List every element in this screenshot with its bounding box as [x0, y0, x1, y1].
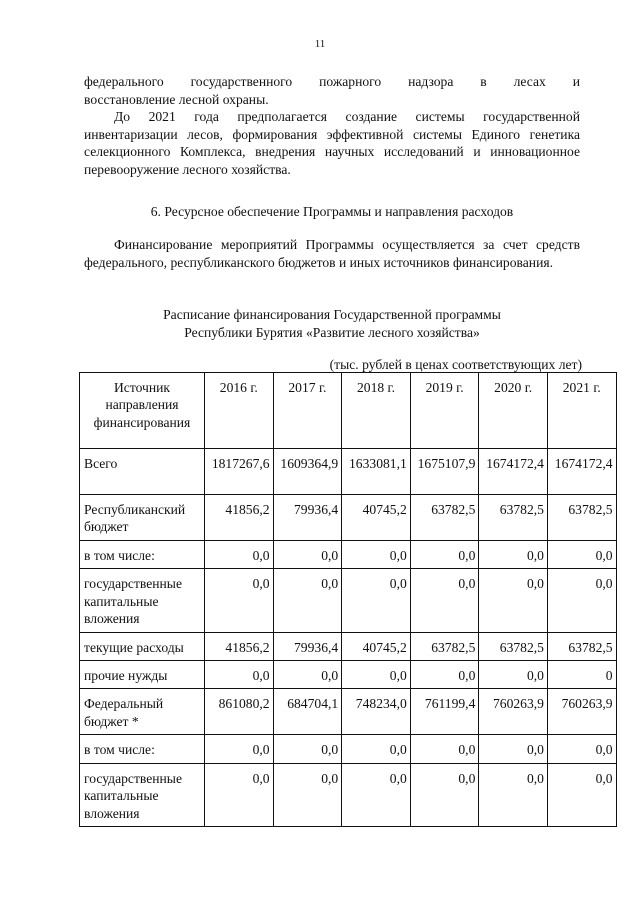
- value-cell: 0,0: [205, 735, 274, 763]
- value-cell: 0,0: [410, 661, 479, 689]
- paragraph-fire-supervision: [84, 73, 580, 108]
- paragraph-line: [84, 73, 580, 91]
- value-cell: 861080,2: [205, 689, 274, 735]
- value-cell: 0,0: [342, 541, 411, 569]
- value-cell: 1609364,9: [273, 449, 342, 495]
- value-cell: 0,0: [273, 569, 342, 632]
- value-cell: 63782,5: [479, 495, 548, 541]
- word: федерального: [84, 74, 164, 89]
- value-cell: 0,0: [410, 763, 479, 826]
- page-number: 11: [314, 38, 326, 50]
- value-cell: 0,0: [273, 661, 342, 689]
- value-cell: 0,0: [479, 661, 548, 689]
- financing-table: [79, 372, 617, 827]
- value-cell: 0,0: [205, 569, 274, 632]
- value-cell: 0,0: [479, 569, 548, 632]
- value-cell: 748234,0: [342, 689, 411, 735]
- table-row: [80, 569, 617, 632]
- table-row: [80, 632, 617, 660]
- value-cell: 0,0: [342, 735, 411, 763]
- row-label: Федеральный бюджет *: [80, 689, 205, 735]
- value-cell: 0,0: [205, 661, 274, 689]
- row-label: государственные капитальные вложения: [80, 763, 205, 826]
- row-label: государственные капитальные вложения: [80, 569, 205, 632]
- value-cell: 63782,5: [479, 632, 548, 660]
- table-row: [80, 689, 617, 735]
- value-cell: 1633081,1: [342, 449, 411, 495]
- column-header-year: 2021 г.: [547, 373, 616, 449]
- value-cell: 0,0: [479, 763, 548, 826]
- word: государственного: [190, 74, 293, 89]
- paragraph-plans-2021: До 2021 года предполагается создание системы государственной инвентаризации лесов, формирования эффективной системы Единого генетика селекционного Комплекса, внедрения научных исследований и инновационное перевооружение лесного хозяйства.: [84, 109, 580, 177]
- table-body: [80, 449, 617, 827]
- units-note: (тыс. рублей в ценах соответствующих лет): [329, 357, 582, 372]
- value-cell: 1675107,9: [410, 449, 479, 495]
- table-row: [80, 661, 617, 689]
- paragraph-line: восстановление лесной охраны.: [84, 91, 269, 107]
- value-cell: 63782,5: [547, 632, 616, 660]
- value-cell: 0,0: [547, 763, 616, 826]
- column-header-year: 2016 г.: [205, 373, 274, 449]
- row-label: в том числе:: [80, 735, 205, 763]
- table-row: [80, 735, 617, 763]
- value-cell: 41856,2: [205, 495, 274, 541]
- value-cell: 0,0: [342, 661, 411, 689]
- value-cell: 0,0: [547, 541, 616, 569]
- value-cell: 41856,2: [205, 632, 274, 660]
- value-cell: 40745,2: [342, 632, 411, 660]
- value-cell: 760263,9: [479, 689, 548, 735]
- row-label: в том числе:: [80, 541, 205, 569]
- column-header-year: 2017 г.: [273, 373, 342, 449]
- table-title: [84, 306, 580, 341]
- table-row: [80, 763, 617, 826]
- section-heading: 6. Ресурсное обеспечение Программы и направления расходов: [150, 204, 514, 219]
- table-row: [80, 449, 617, 495]
- value-cell: 1674172,4: [479, 449, 548, 495]
- value-cell: 0,0: [410, 735, 479, 763]
- value-cell: 0,0: [410, 541, 479, 569]
- word: лесах: [513, 74, 546, 89]
- value-cell: 40745,2: [342, 495, 411, 541]
- value-cell: 63782,5: [410, 495, 479, 541]
- value-cell: 0,0: [547, 569, 616, 632]
- table-title-line: Расписание финансирования Государственной программы: [163, 307, 501, 322]
- column-header-year: 2018 г.: [342, 373, 411, 449]
- value-cell: 0,0: [479, 541, 548, 569]
- value-cell: 1674172,4: [547, 449, 616, 495]
- value-cell: 760263,9: [547, 689, 616, 735]
- value-cell: 684704,1: [273, 689, 342, 735]
- word: и: [572, 74, 580, 89]
- word: в: [480, 74, 487, 89]
- table-row: [80, 541, 617, 569]
- table-row: [80, 495, 617, 541]
- value-cell: 761199,4: [410, 689, 479, 735]
- paragraph-financing: Финансирование мероприятий Программы осуществляется за счет средств федерального, республиканского бюджетов и иных источников финансирования.: [84, 237, 580, 270]
- value-cell: 0,0: [273, 735, 342, 763]
- word: пожарного: [319, 74, 382, 89]
- value-cell: 79936,4: [273, 495, 342, 541]
- value-cell: 0,0: [342, 569, 411, 632]
- row-label: текущие расходы: [80, 632, 205, 660]
- column-header-year: 2019 г.: [410, 373, 479, 449]
- value-cell: 0: [547, 661, 616, 689]
- value-cell: 1817267,6: [205, 449, 274, 495]
- row-label: Всего: [80, 449, 205, 495]
- value-cell: 0,0: [205, 763, 274, 826]
- body-text: [84, 73, 580, 179]
- column-header-year: 2020 г.: [479, 373, 548, 449]
- column-header-source: Источник направления финансирования: [80, 373, 205, 449]
- value-cell: 0,0: [410, 569, 479, 632]
- value-cell: 63782,5: [410, 632, 479, 660]
- row-label: Республиканский бюджет: [80, 495, 205, 541]
- value-cell: 0,0: [547, 735, 616, 763]
- value-cell: 63782,5: [547, 495, 616, 541]
- value-cell: 0,0: [205, 541, 274, 569]
- value-cell: 0,0: [342, 763, 411, 826]
- table-header-row: [80, 373, 617, 449]
- word: надзора: [408, 74, 454, 89]
- table-title-line: Республики Бурятия «Развитие лесного хозяйства»: [184, 324, 480, 340]
- value-cell: 79936,4: [273, 632, 342, 660]
- row-label: прочие нужды: [80, 661, 205, 689]
- value-cell: 0,0: [479, 735, 548, 763]
- value-cell: 0,0: [273, 541, 342, 569]
- value-cell: 0,0: [273, 763, 342, 826]
